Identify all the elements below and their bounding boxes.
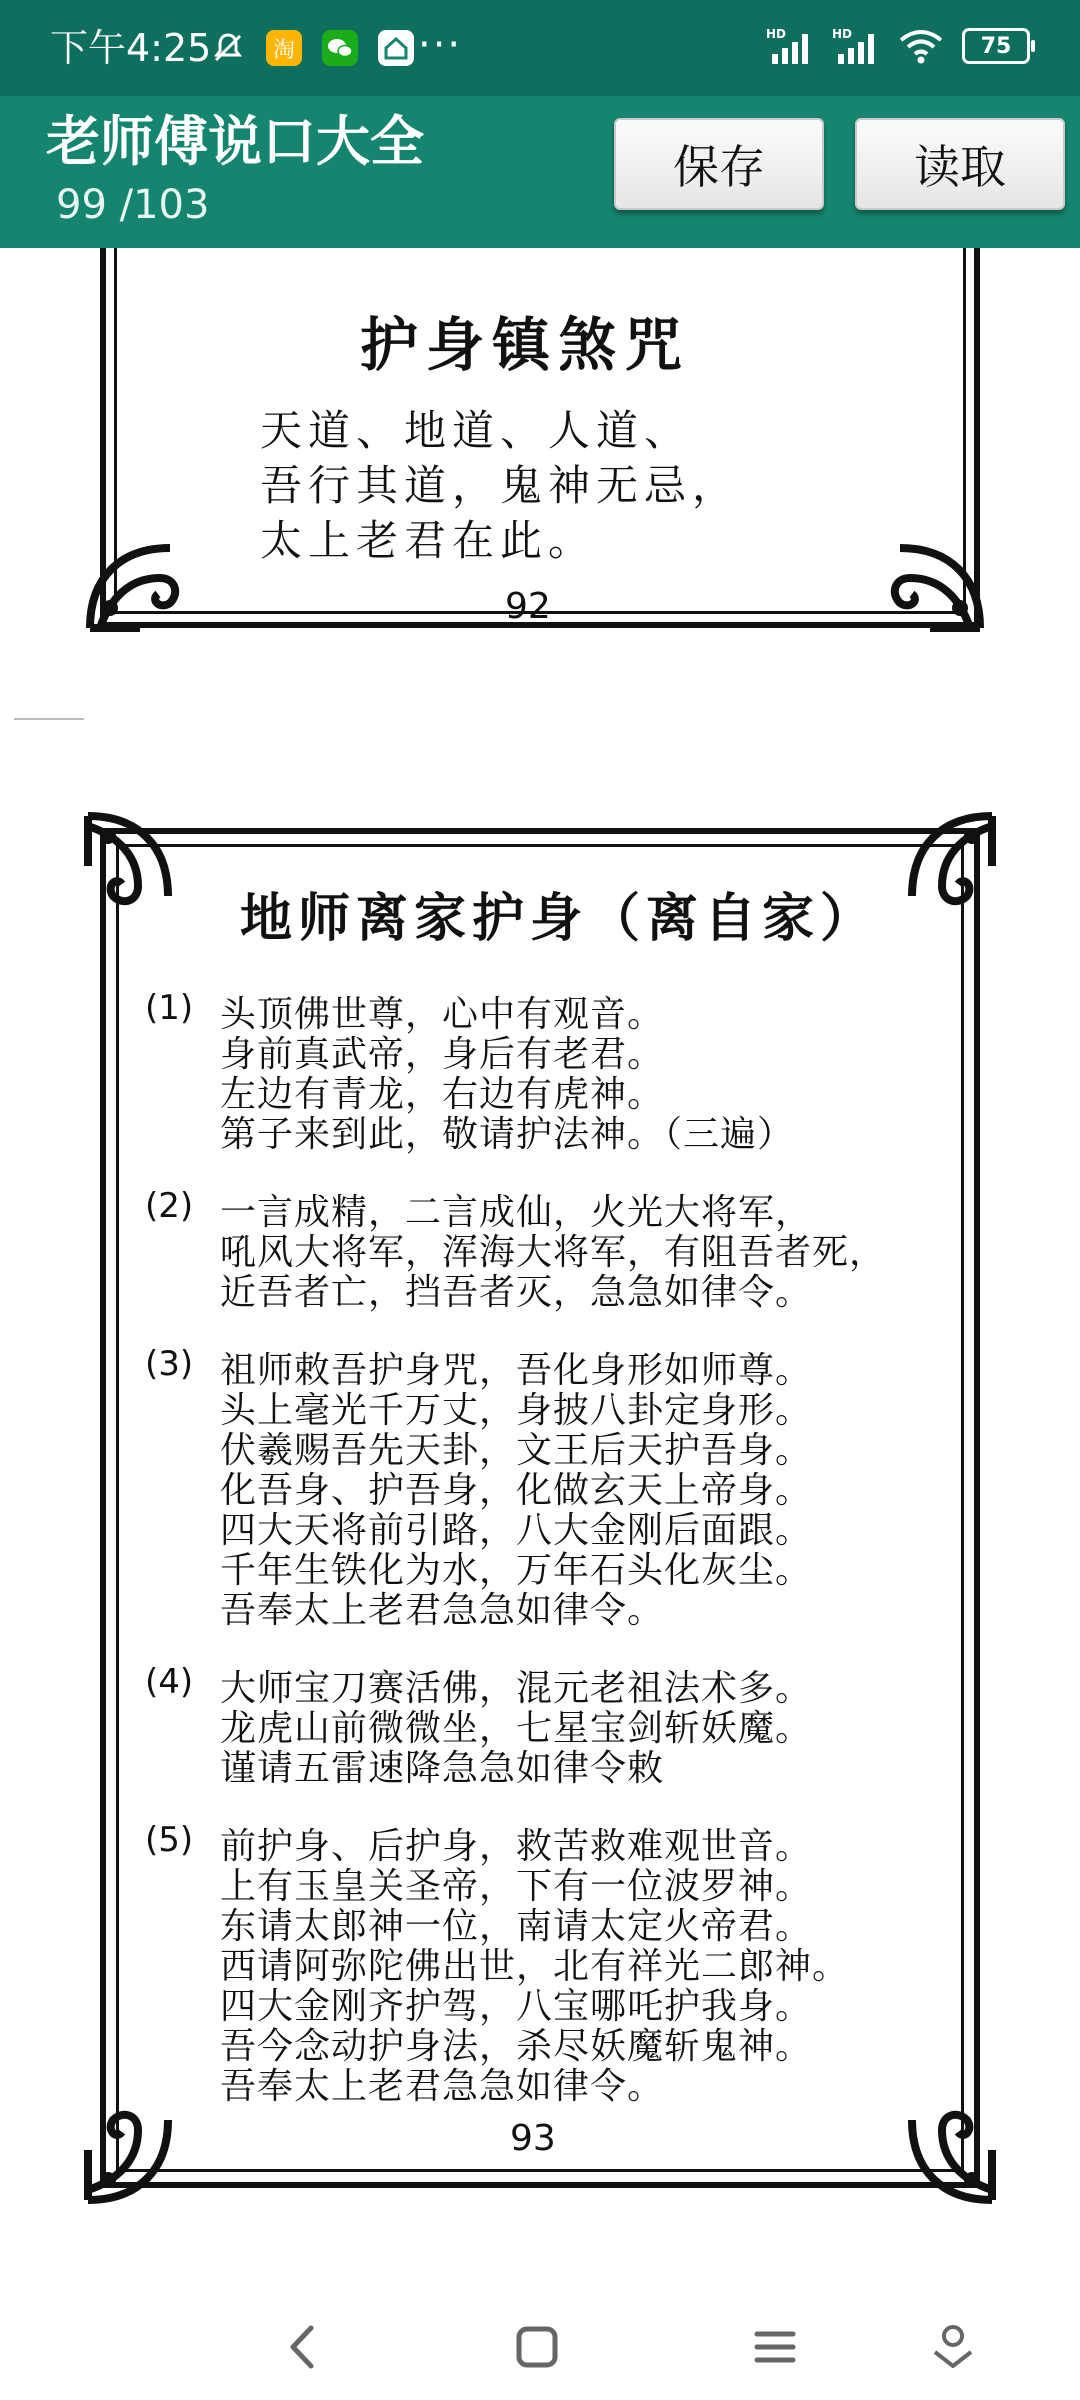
- system-status: [766, 26, 1030, 66]
- notification-icons: [210, 30, 414, 66]
- section-number: (1): [145, 988, 194, 1028]
- home-app-icon: [378, 30, 414, 66]
- back-button[interactable]: [268, 2312, 338, 2382]
- back-icon: [283, 2322, 323, 2372]
- assistant-button[interactable]: [918, 2312, 988, 2382]
- taobao-app-icon: 淘: [266, 30, 302, 66]
- ornament-corner-icon: [872, 806, 1002, 936]
- text-line: 天道、地道、人道、: [260, 406, 693, 455]
- text-line: 吾行其道，鬼神无忌，: [260, 461, 741, 510]
- section-number: (2): [145, 1186, 194, 1226]
- mute-bell-icon: [210, 30, 246, 66]
- text-line: 吾奉太上老君急急如律令。: [220, 1590, 665, 1631]
- page-number: 93: [510, 2118, 556, 2159]
- status-time: 下午4:25: [50, 26, 212, 70]
- text-line: 头顶佛世尊，心中有观音。: [220, 994, 665, 1035]
- section-number: (5): [145, 1820, 194, 1860]
- page-number: 92: [505, 586, 551, 627]
- text-line: 东请太郎神一位，南请太定火帝君。: [220, 1906, 813, 1947]
- text-line: 龙虎山前微微坐，七星宝剑斩妖魔。: [220, 1708, 813, 1749]
- section-number: (3): [145, 1344, 194, 1384]
- text-line: 四大天将前引路，八大金刚后面跟。: [220, 1510, 813, 1551]
- ornament-corner-icon: [80, 508, 210, 638]
- text-line: 前护身、后护身，救苦救难观世音。: [220, 1826, 813, 1867]
- text-line: 吾奉太上老君急急如律令。: [220, 2066, 665, 2107]
- text-line: 谨请五雷速降急急如律令敕: [220, 1748, 665, 1789]
- svg-text:HD: HD: [766, 27, 787, 41]
- text-line: 西请阿弥陀佛出世，北有祥光二郎神。: [220, 1946, 850, 1987]
- svg-text:HD: HD: [832, 27, 853, 41]
- text-line: 上有玉皇关圣帝，下有一位波罗神。: [220, 1866, 813, 1907]
- text-line: 头上毫光千万丈，身披八卦定身形。: [220, 1390, 813, 1431]
- assistant-icon: [930, 2322, 976, 2372]
- more-notifications-icon: ···: [418, 22, 463, 68]
- signal-1-icon: [766, 26, 814, 66]
- app-title: 老师傅说口大全: [46, 110, 424, 173]
- scanned-page-92: [90, 248, 990, 658]
- home-button[interactable]: [502, 2312, 572, 2382]
- signal-2-icon: [832, 26, 880, 66]
- navigation-bar: [0, 2288, 1080, 2400]
- scanned-page-93: [90, 818, 990, 2198]
- text-line: 吼风大将军，浑海大将军，有阻吾者死，: [220, 1232, 887, 1273]
- section-number: (4): [145, 1662, 194, 1702]
- menu-icon: [752, 2324, 798, 2370]
- text-line: 左边有青龙，右边有虎神。: [220, 1074, 665, 1115]
- text-line: 近吾者亡，挡吾者灭，急急如律令。: [220, 1272, 813, 1313]
- text-line: 太上老君在此。: [260, 516, 597, 565]
- document-viewer[interactable]: [0, 248, 1080, 2288]
- home-icon: [514, 2324, 560, 2370]
- page-divider: [14, 718, 84, 720]
- text-line: 祖师敕吾护身咒，吾化身形如师尊。: [220, 1350, 813, 1391]
- text-line: 大师宝刀赛活佛，混元老祖法术多。: [220, 1668, 813, 1709]
- text-line: 四大金刚齐护驾，八宝哪吒护我身。: [220, 1986, 813, 2027]
- page-title: 地师离家护身（离自家）: [240, 888, 879, 949]
- app-header: [0, 96, 1080, 248]
- text-line: 身前真武帝，身后有老君。: [220, 1034, 665, 1075]
- text-line: 千年生铁化为水，万年石头化灰尘。: [220, 1550, 813, 1591]
- text-line: 化吾身、护吾身，化做玄天上帝身。: [220, 1470, 813, 1511]
- status-bar: [0, 0, 1080, 96]
- save-button[interactable]: 保存: [614, 118, 824, 210]
- text-line: 吾今念动护身法，杀尽妖魔斩鬼神。: [220, 2026, 813, 2067]
- wechat-icon: [322, 30, 358, 66]
- load-button[interactable]: 读取: [855, 118, 1065, 210]
- text-line: 一言成精，二言成仙，火光大将军，: [220, 1192, 813, 1233]
- ornament-corner-icon: [78, 2080, 208, 2210]
- text-line: 第子来到此，敬请护法神。（三遍）: [220, 1114, 795, 1155]
- text-line: 伏羲赐吾先天卦，文王后天护吾身。: [220, 1430, 813, 1471]
- ornament-corner-icon: [78, 806, 208, 936]
- wifi-icon: [898, 26, 944, 66]
- recent-apps-button[interactable]: [740, 2312, 810, 2382]
- page-counter: 99 /103: [56, 182, 210, 228]
- ornament-corner-icon: [860, 508, 990, 638]
- battery-indicator: 75: [962, 28, 1030, 64]
- page-title: 护身镇煞咒: [360, 311, 691, 379]
- ornament-corner-icon: [872, 2080, 1002, 2210]
